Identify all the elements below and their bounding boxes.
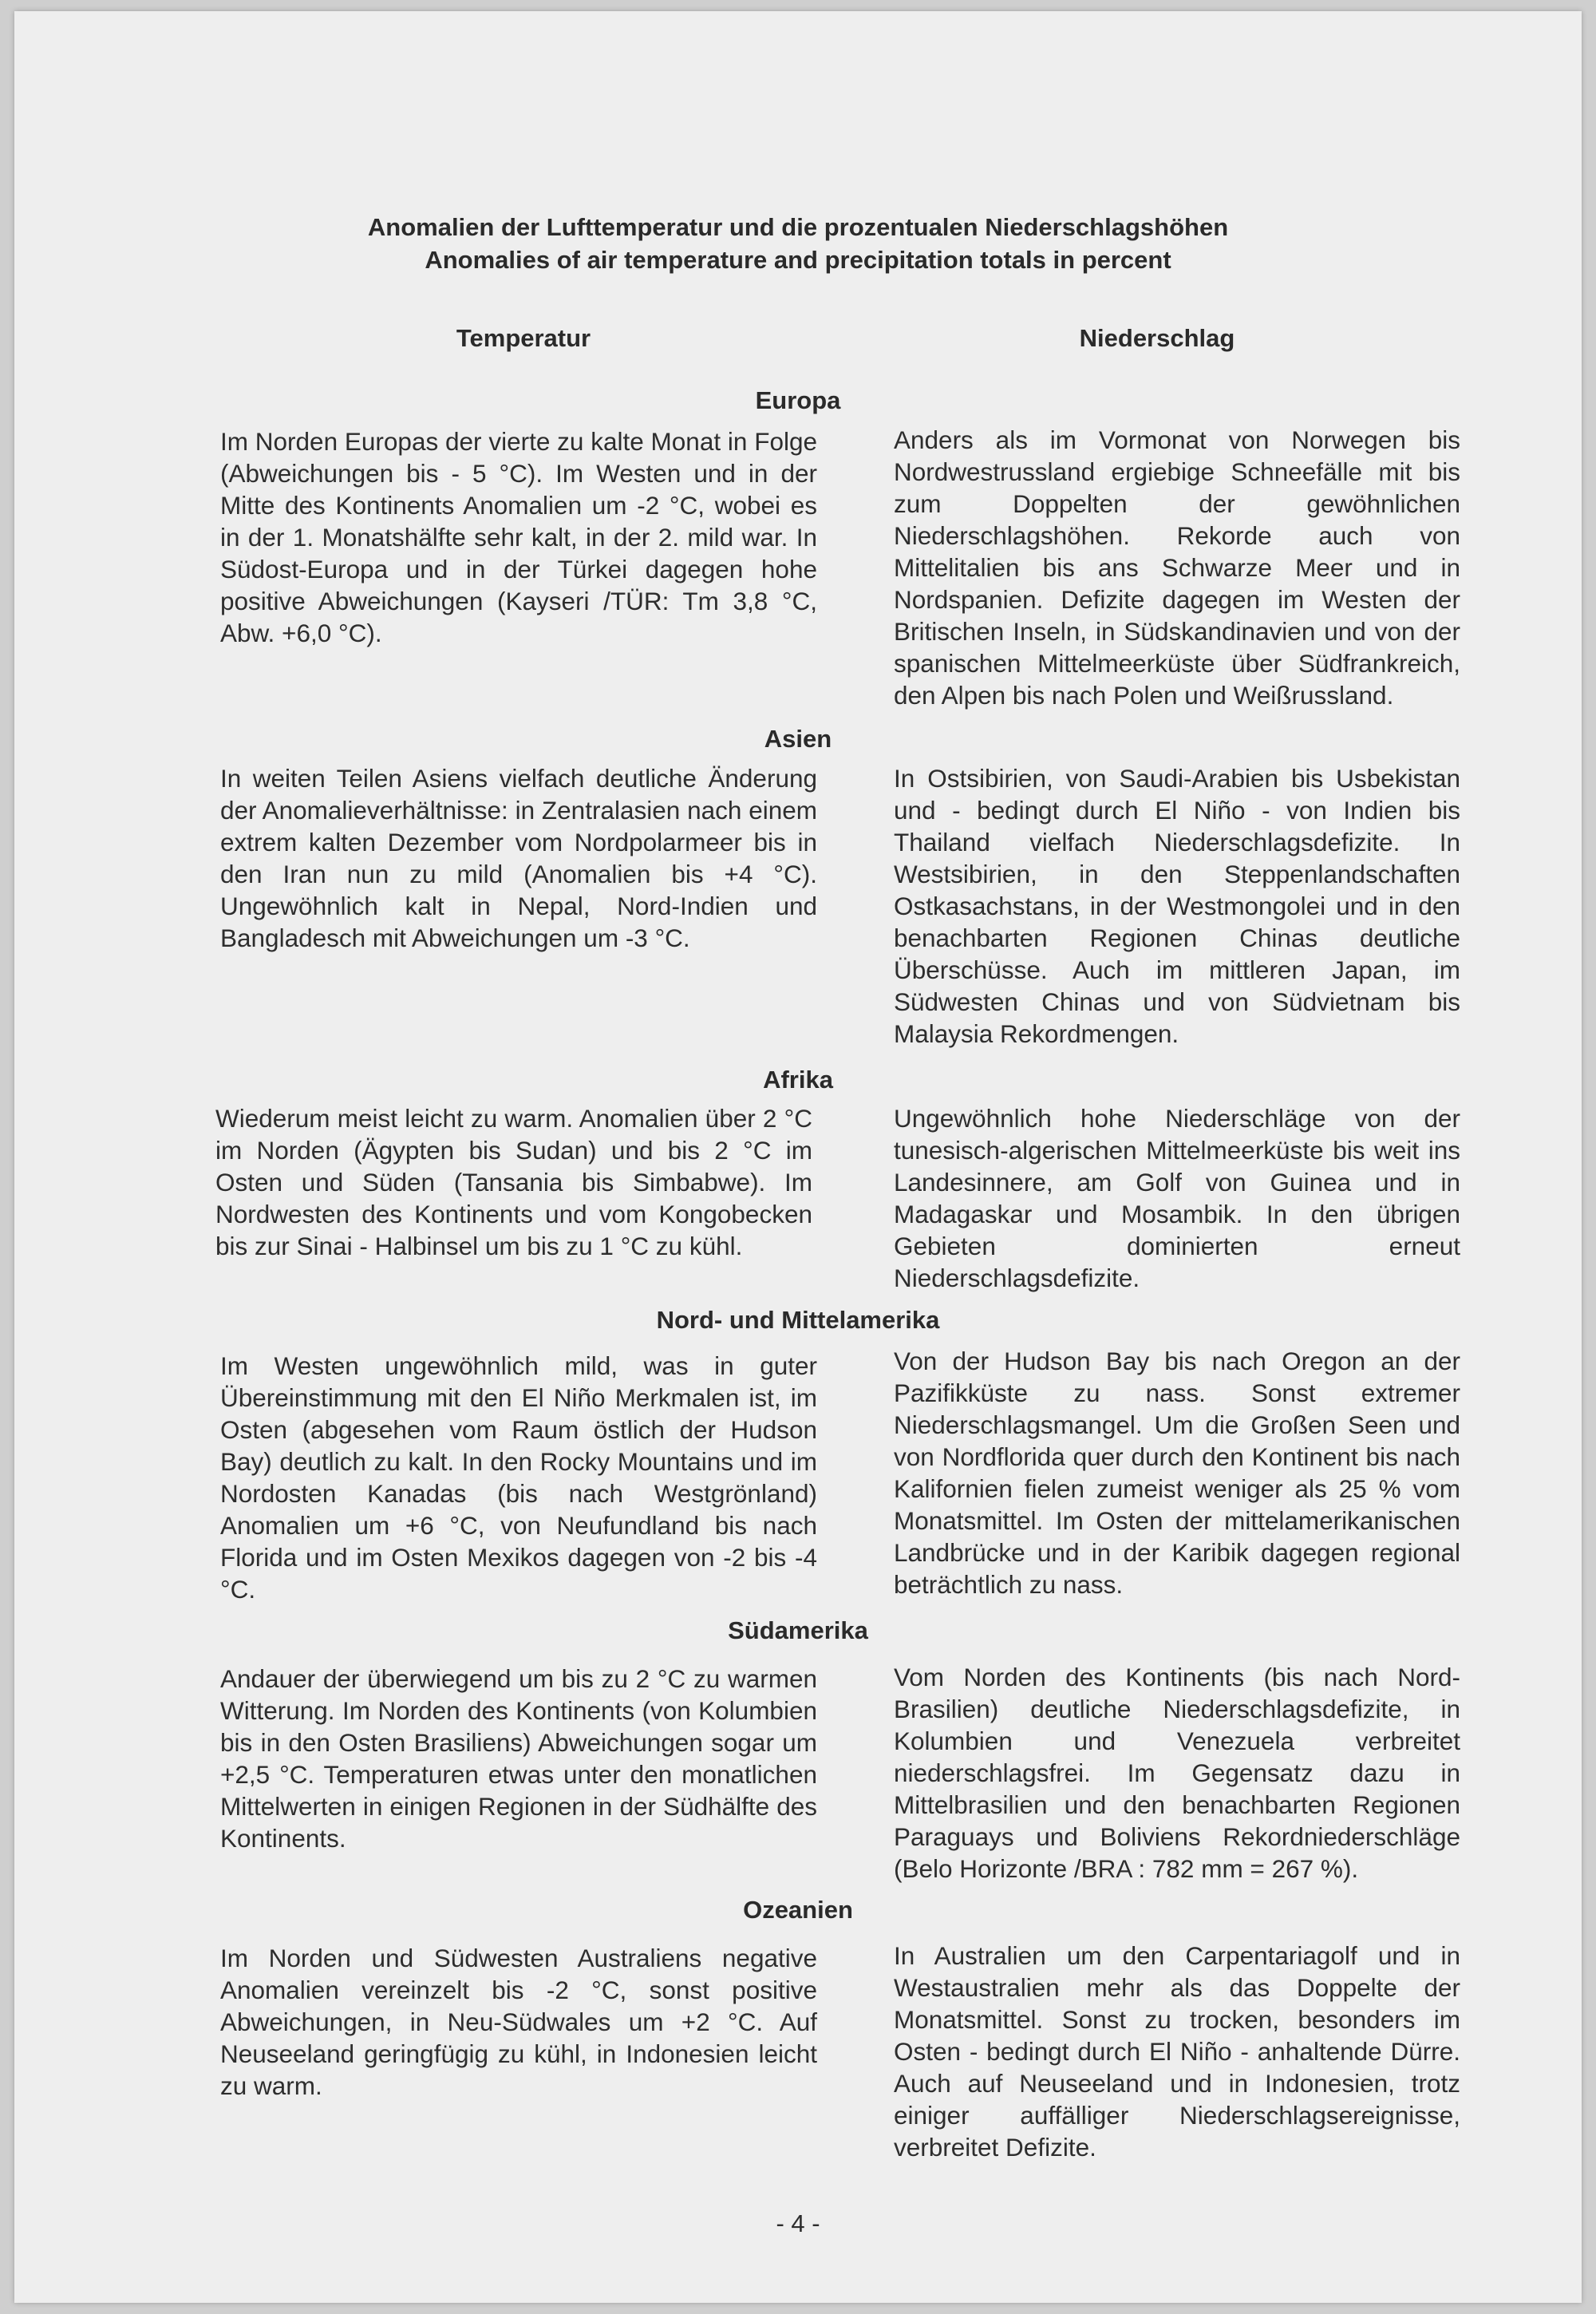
nordamerika-precipitation-text: Von der Hudson Bay bis nach Oregon an der Pazifikküste zu nass. Sonst extremer Niederschlagsmangel. Um die Großen Seen und von Nordflorida quer durch den Kontinent bis nach Kalifornien fielen zumeist weniger als 25 % vom Monatsmittel. Im Osten der mittelamerikanischen Landbrücke und in der Karibik dagegen regional beträchtlich zu nass.: [894, 1347, 1460, 1599]
column-heading-temperature: Temperatur: [456, 324, 591, 352]
region-heading-nord-und-mittelamerika: Nord- und Mittelamerika: [656, 1306, 940, 1334]
ozeanien-temperature-text: Im Norden und Südwesten Australiens negative Anomalien vereinzelt bis -2 °C, sonst positive Abweichungen, in Neu-Südwales um +2 °C. Auf Neuseeland geringfügig zu kühl, in Indonesien leicht zu warm.: [220, 1944, 817, 2100]
afrika-temperature-text: Wiederum meist leicht zu warm. Anomalien über 2 °C im Norden (Ägypten bis Sudan) und bis 2 °C im Osten und Süden (Tansania bis Simbabwe). Im Nordwesten des Kontinents und vom Kongobecken bis zur Sinai - Halbinsel um bis zu 1 °C zu kühl.: [215, 1104, 812, 1260]
page-title-german: Anomalien der Lufttemperatur und die prozentualen Niederschlagshöhen: [367, 213, 1229, 241]
region-heading-afrika: Afrika: [763, 1066, 833, 1094]
page-title-english: Anomalies of air temperature and precipitation totals in percent: [425, 246, 1171, 274]
region-heading-suedamerika: Südamerika: [728, 1616, 868, 1644]
ozeanien-precipitation-text: In Australien um den Carpentariagolf und in Westaustralien mehr als das Doppelte der Monatsmittel. Sonst zu trocken, besonders im Osten - bedingt durch El Niño - anhaltende Dürre. Auch auf Neuseeland und in Indonesien, trotz einiger auffälliger Niederschlagsereignisse, verbreitet Defizite.: [894, 1941, 1460, 2162]
page-number: - 4 -: [776, 2209, 820, 2237]
asien-temperature-text: In weiten Teilen Asiens vielfach deutliche Änderung der Anomalieverhältnisse: in Zentralasien nach einem extrem kalten Dezember vom Nordpolarmeer bis in den Iran nun zu mild (Anomalien bis +4 °C). Ungewöhnlich kalt in Nepal, Nord-Indien und Bangladesch mit Abweichungen um -3 °C.: [220, 764, 817, 952]
region-heading-ozeanien: Ozeanien: [743, 1896, 853, 1924]
nordamerika-temperature-text: Im Westen ungewöhnlich mild, was in guter Übereinstimmung mit den El Niño Merkmalen ist, im Osten (abgesehen vom Raum östlich der Hudson Bay) deutlich zu kalt. In den Rocky Mountains und im Nordosten Kanadas (bis nach Westgrönland) Anomalien um +6 °C, von Neufundland bis nach Florida und im Osten Mexikos dagegen von -2 bis -4 °C.: [220, 1351, 817, 1604]
asien-precipitation-text: In Ostsibirien, von Saudi-Arabien bis Usbekistan und - bedingt durch El Niño - von Indien bis Thailand vielfach Niederschlagsdefizite. In Westsibirien, in den Steppenlandschaften Ostkasachstans, in der Westmongolei und in den benachbarten Regionen Chinas deutliche Überschüsse. Auch im mittleren Japan, im Südwesten Chinas und von Südvietnam bis Malaysia Rekordmengen.: [894, 764, 1460, 1048]
suedamerika-temperature-text: Andauer der überwiegend um bis zu 2 °C zu warmen Witterung. Im Norden des Kontinents (von Kolumbien bis in den Osten Brasiliens) Abweichungen sogar um +2,5 °C. Temperaturen etwas unter den monatlichen Mittelwerten in einigen Regionen in der Südhälfte des Kontinents.: [220, 1664, 817, 1853]
region-heading-asien: Asien: [764, 725, 832, 753]
europa-precipitation-text: Anders als im Vormonat von Norwegen bis Nordwestrussland ergiebige Schneefälle mit bis zum Doppelten der gewöhnlichen Niederschlagshöhen. Rekorde auch von Mittelitalien bis ans Schwarze Meer und in Nordspanien. Defizite dagegen im Westen der Britischen Inseln, in Südskandinavien und von der spanischen Mittelmeerküste über Südfrankreich, den Alpen bis nach Polen und Weißrussland.: [894, 425, 1460, 710]
afrika-precipitation-text: Ungewöhnlich hohe Niederschläge von der tunesisch-algerischen Mittelmeerküste bis weit ins Landesinnere, am Golf von Guinea und in Madagaskar und Mosambik. In den übrigen Gebieten dominierten erneut Niederschlagsdefizite.: [894, 1104, 1460, 1292]
suedamerika-precipitation-text: Vom Norden des Kontinents (bis nach Nord-Brasilien) deutliche Niederschlagsdefizite, in Kolumbien und Venezuela verbreitet niederschlagsfrei. Im Gegensatz dazu in Mittelbrasilien und den benachbarten Regionen Paraguays und Boliviens Rekordniederschläge (Belo Horizonte /BRA : 782 mm = 267 %).: [894, 1663, 1460, 1883]
region-heading-europa: Europa: [755, 386, 841, 414]
europa-temperature-text: Im Norden Europas der vierte zu kalte Monat in Folge (Abweichungen bis - 5 °C). Im Westen und in der Mitte des Kontinents Anomalien um -2 °C, wobei es in der 1. Monatshälfte sehr kalt, in der 2. mild war. In Südost-Europa und in der Türkei dagegen hohe positive Abweichungen (Kayseri /TÜR: Tm 3,8 °C, Abw. +6,0 °C).: [220, 427, 817, 647]
column-heading-precipitation: Niederschlag: [1079, 324, 1235, 352]
